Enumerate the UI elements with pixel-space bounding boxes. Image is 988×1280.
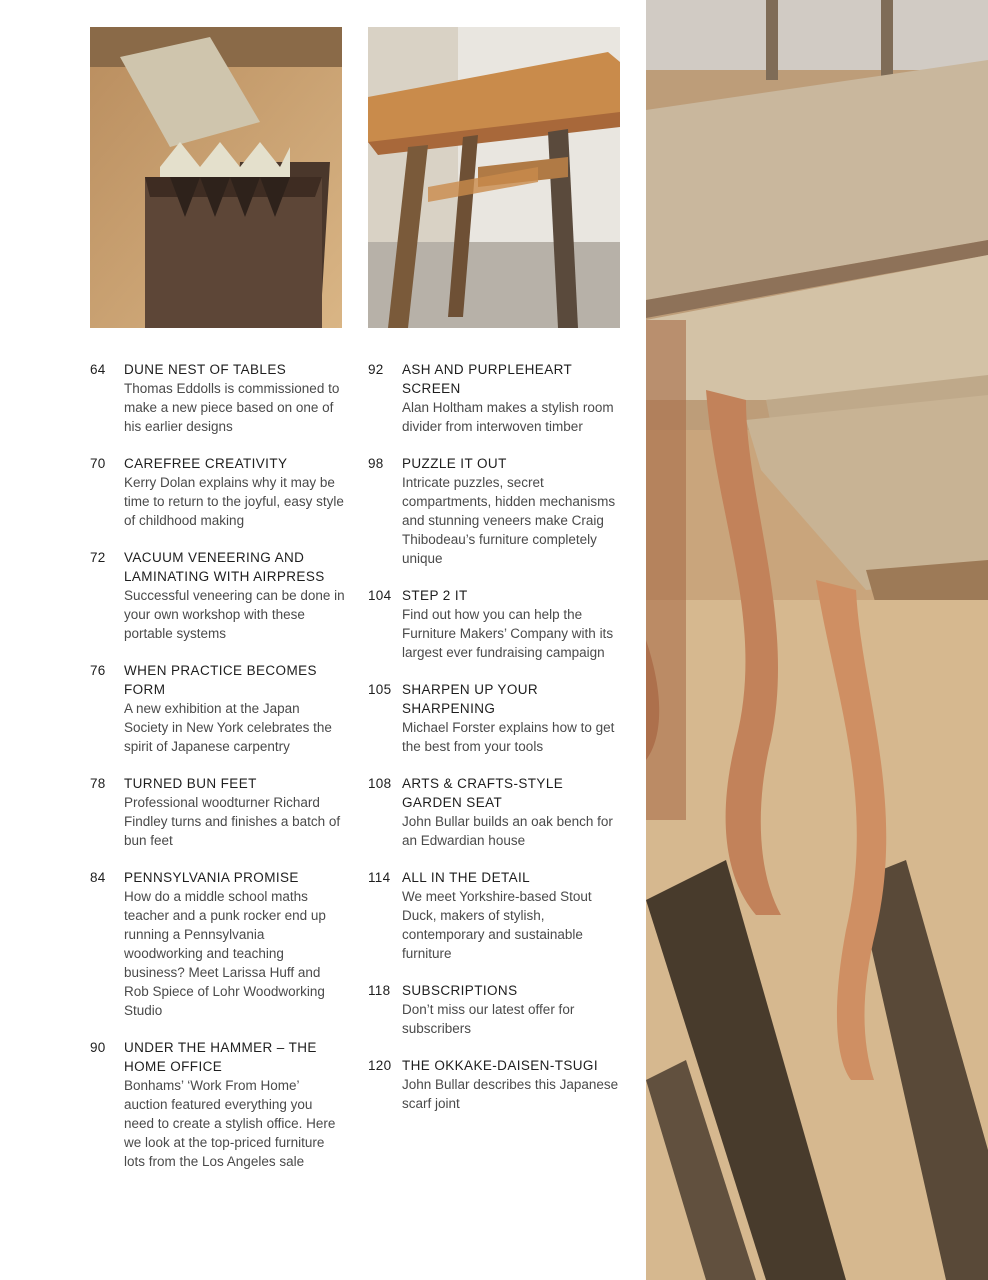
page-number: 70	[90, 456, 106, 471]
article-title: SUBSCRIPTIONS	[402, 983, 518, 998]
article-description: Professional woodturner Richard Findley turns and finishes a batch of bun feet	[124, 795, 341, 848]
article-description: Kerry Dolan explains why it may be time to return to the joyful, easy style of childhood making	[124, 475, 344, 528]
article-title: SHARPEN UP YOUR SHARPENING	[402, 682, 539, 716]
contents-entry[interactable]	[368, 1056, 624, 1113]
article-title: ASH AND PURPLEHEART SCREEN	[402, 362, 572, 396]
page-number: 114	[368, 870, 391, 885]
article-description: Intricate puzzles, secret compartments, hidden mechanisms and stunning veneers make Craig Thibodeau’s furniture completely unique	[402, 475, 616, 566]
contents-entry[interactable]	[90, 360, 346, 436]
contents-entry[interactable]	[90, 1038, 346, 1171]
page-number: 90	[90, 1040, 106, 1055]
article-title: TURNED BUN FEET	[124, 776, 257, 791]
contents-entry[interactable]	[368, 981, 624, 1038]
article-title: WHEN PRACTICE BECOMES FORM	[124, 663, 317, 697]
article-description: A new exhibition at the Japan Society in New York celebrates the spirit of Japanese carpentry	[124, 701, 332, 754]
article-description: Don’t miss our latest offer for subscribers	[402, 1002, 575, 1036]
wooden-stool-photo	[368, 27, 620, 328]
page-number: 104	[368, 588, 392, 603]
article-description: Bonhams’ ‘Work From Home’ auction featured everything you need to create a stylish office. Here we look at the top-priced furniture lots from the Los Angeles sale	[124, 1078, 336, 1169]
page-number: 92	[368, 362, 384, 377]
contents-column-left	[90, 360, 346, 1189]
contents-entry[interactable]	[368, 586, 624, 662]
page-number: 120	[368, 1058, 392, 1073]
article-description: Michael Forster explains how to get the best from your tools	[402, 720, 615, 754]
contents-entry[interactable]	[368, 680, 624, 756]
contents-entry[interactable]	[90, 454, 346, 530]
page-number: 98	[368, 456, 384, 471]
contents-entry[interactable]	[90, 868, 346, 1020]
article-title: STEP 2 IT	[402, 588, 468, 603]
article-description: We meet Yorkshire-based Stout Duck, makers of stylish, contemporary and sustainable furniture	[402, 889, 592, 961]
article-description: John Bullar builds an oak bench for an Edwardian house	[402, 814, 613, 848]
article-title: VACUUM VENEERING AND LAMINATING WITH AIRPRESS	[124, 550, 325, 584]
article-title: ARTS & CRAFTS-STYLE GARDEN SEAT	[402, 776, 564, 810]
article-description: Successful veneering can be done in your own workshop with these portable systems	[124, 588, 345, 641]
page-number: 64	[90, 362, 106, 377]
article-description: Find out how you can help the Furniture Makers’ Company with its largest ever fundraising campaign	[402, 607, 614, 660]
page-number: 108	[368, 776, 392, 791]
article-title: PENNSYLVANIA PROMISE	[124, 870, 299, 885]
page-number: 118	[368, 983, 391, 998]
article-title: ALL IN THE DETAIL	[402, 870, 531, 885]
article-title: CAREFREE CREATIVITY	[124, 456, 288, 471]
page-number: 78	[90, 776, 106, 791]
contents-entry[interactable]	[90, 774, 346, 850]
contents-entry[interactable]	[368, 360, 624, 436]
contents-column-right	[368, 360, 624, 1131]
article-title: DUNE NEST OF TABLES	[124, 362, 287, 377]
article-description: Thomas Eddolls is commissioned to make a new piece based on one of his earlier designs	[124, 381, 340, 434]
article-description: How do a middle school maths teacher and a punk rocker end up running a Pennsylvania woodworking and teaching business? Meet Larissa Huff and Rob Spiece of Lohr Woodworking Studio	[124, 889, 326, 1018]
article-description: Alan Holtham makes a stylish room divider from interwoven timber	[402, 400, 614, 434]
dovetail-joint-photo	[90, 27, 342, 328]
contents-entry[interactable]	[368, 774, 624, 850]
page-number: 105	[368, 682, 392, 697]
nest-of-tables-photo	[646, 0, 988, 1280]
page-number: 84	[90, 870, 106, 885]
contents-entry[interactable]	[368, 868, 624, 963]
contents-entry[interactable]	[90, 661, 346, 756]
page-number: 76	[90, 663, 106, 678]
contents-entry[interactable]	[368, 454, 624, 568]
article-title: UNDER THE HAMMER – THE HOME OFFICE	[124, 1040, 317, 1074]
article-title: THE OKKAKE-DAISEN-TSUGI	[402, 1058, 598, 1073]
page-number: 72	[90, 550, 106, 565]
article-description: John Bullar describes this Japanese scarf joint	[402, 1077, 619, 1111]
contents-entry[interactable]	[90, 548, 346, 643]
article-title: PUZZLE IT OUT	[402, 456, 507, 471]
